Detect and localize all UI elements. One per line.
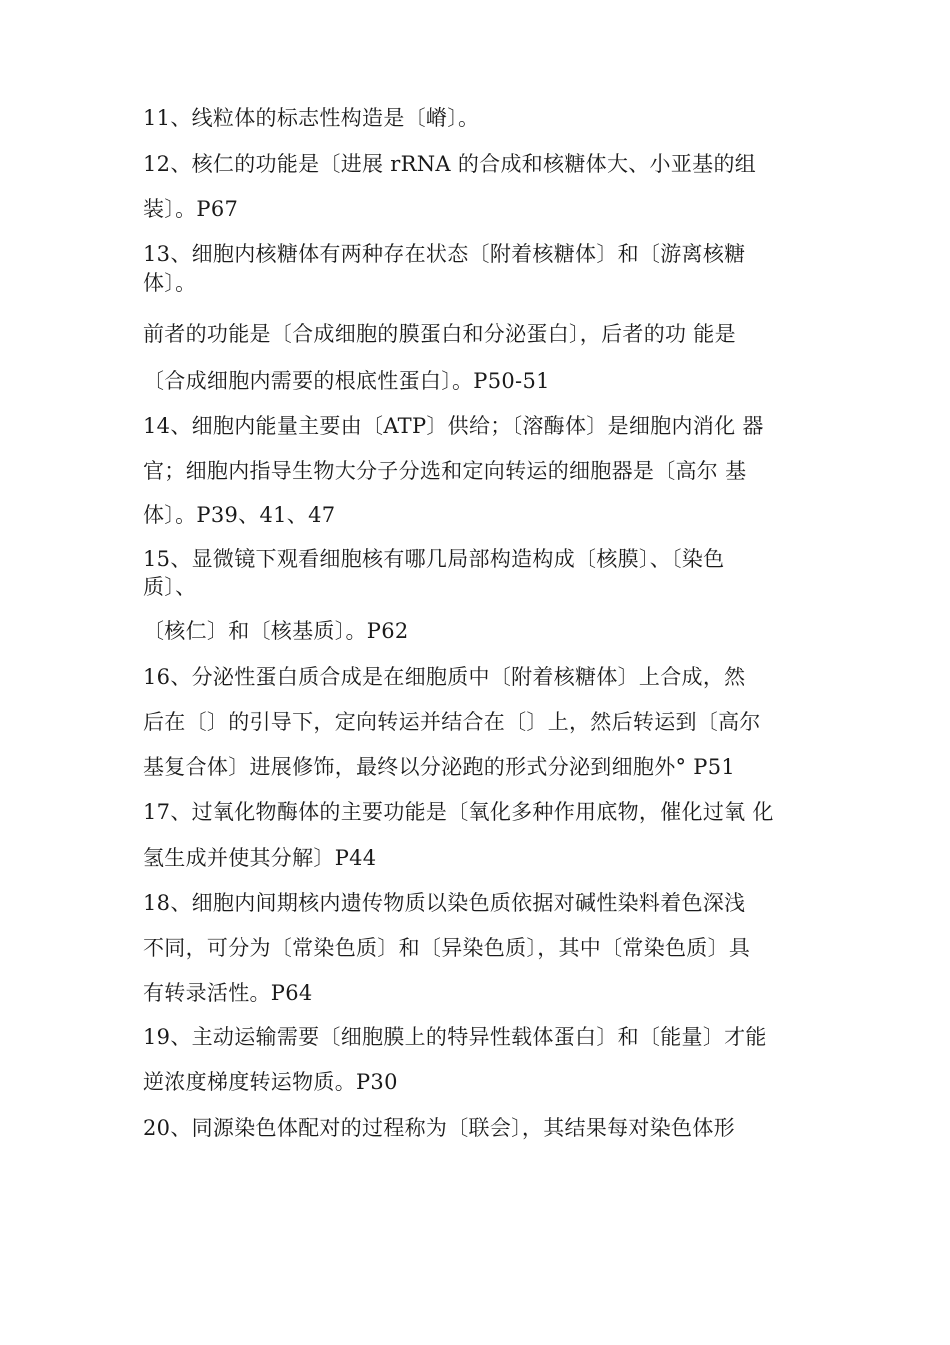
text-line: 前者的功能是〔合成细胞的膜蛋白和分泌蛋白〕，后者的功 能是 [143,322,736,346]
text-line: 官；细胞内指导生物大分子分选和定向转运的细胞器是〔高尔 基 [143,459,747,483]
text-line: 装〕。P67 [143,197,239,221]
text-line: 不同，可分为〔常染色质〕和〔异染色质〕，其中〔常染色质〕具 [143,936,751,960]
text-line: 15、显微镜下观看细胞核有哪几局部构造构成〔核膜〕、〔染色 [143,547,725,571]
text-line: 19、主动运输需要〔细胞膜上的特异性载体蛋白〕和〔能量〕才能 [143,1025,767,1049]
text-line: 17、过氧化物酶体的主要功能是〔氧化多种作用底物，催化过氧 化 [143,800,774,824]
text-line: 〔核仁〕和〔核基质〕。P62 [143,619,409,643]
text-line: 逆浓度梯度转运物质。P30 [143,1070,398,1094]
text-line: 16、分泌性蛋白质合成是在细胞质中〔附着核糖体〕上合成，然 [143,665,746,689]
text-line: 体〕。P39、41、47 [143,503,336,527]
text-line: 〔合成细胞内需要的根底性蛋白〕。P50-51 [143,369,550,393]
text-line: 体〕。 [143,271,197,295]
text-line: 氢生成并使其分解〕P44 [143,846,377,870]
text-line: 质〕、 [143,575,197,599]
text-line: 14、细胞内能量主要由〔ATP〕供给；〔溶酶体〕是细胞内消化 器 [143,414,764,438]
text-line: 12、核仁的功能是〔进展 rRNA 的合成和核糖体大、小亚基的组 [143,152,757,176]
text-line: 有转录活性。P64 [143,981,313,1005]
text-line: 后在〔〕的引导下，定向转运并结合在〔〕上，然后转运到〔高尔 [143,710,761,734]
text-line: 20、同源染色体配对的过程称为〔联会〕，其结果每对染色体形 [143,1116,735,1140]
text-line: 11、线粒体的标志性构造是〔嵴〕。 [143,106,480,130]
text-line: 13、细胞内核糖体有两种存在状态〔附着核糖体〕和〔游离核糖 [143,242,746,266]
text-line: 基复合体〕进展修饰，最终以分泌跑的形式分泌到细胞外° P51 [143,755,736,779]
text-line: 18、细胞内间期核内遗传物质以染色质依据对碱性染料着色深浅 [143,891,746,915]
